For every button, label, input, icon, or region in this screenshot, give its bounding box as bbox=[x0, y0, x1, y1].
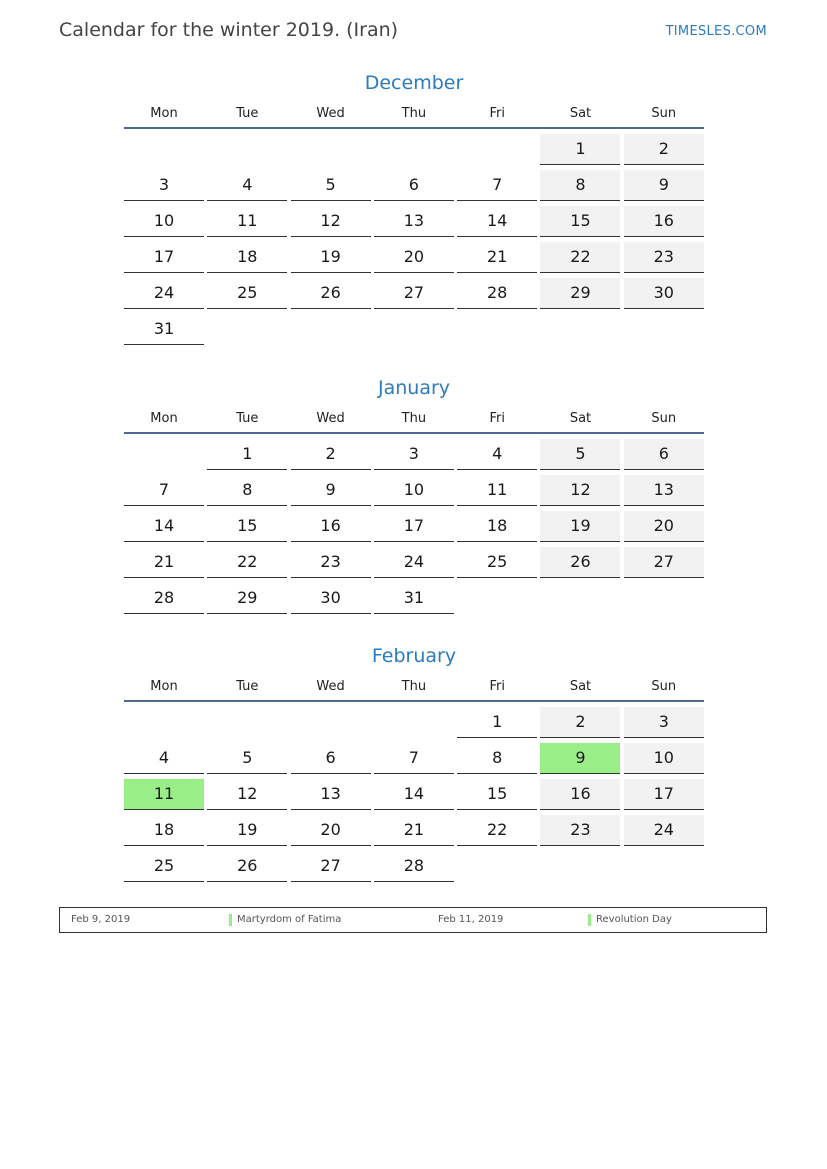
day-cell: 18 bbox=[457, 511, 537, 542]
day-cell: 23 bbox=[291, 547, 371, 578]
day-cell: 16 bbox=[540, 779, 620, 810]
empty-day-cell bbox=[374, 707, 454, 737]
day-cell: 19 bbox=[540, 511, 620, 542]
day-cell: 23 bbox=[624, 242, 704, 273]
day-cell: 5 bbox=[540, 439, 620, 470]
weekday-label: Sat bbox=[569, 679, 592, 694]
weekday-label: Sat bbox=[569, 106, 592, 121]
day-cell: 20 bbox=[374, 242, 454, 273]
week-row bbox=[124, 743, 704, 779]
day-cell: 1 bbox=[540, 134, 620, 165]
day-cell: 31 bbox=[374, 583, 454, 614]
holiday-legend bbox=[59, 907, 767, 933]
day-cell: 28 bbox=[457, 278, 537, 309]
day-cell: 13 bbox=[374, 206, 454, 237]
legend-color-marker bbox=[588, 914, 591, 926]
weekday-label: Thu bbox=[401, 411, 427, 426]
day-cell: 11 bbox=[457, 475, 537, 506]
month-december bbox=[124, 69, 704, 350]
day-cell: 9 bbox=[291, 475, 371, 506]
day-cell: 14 bbox=[457, 206, 537, 237]
day-cell: 24 bbox=[624, 815, 704, 846]
day-cell: 8 bbox=[540, 170, 620, 201]
day-cell: 19 bbox=[207, 815, 287, 846]
day-cell: 4 bbox=[457, 439, 537, 470]
empty-day-cell bbox=[207, 134, 287, 164]
day-cell: 17 bbox=[124, 242, 204, 273]
day-cell: 15 bbox=[457, 779, 537, 810]
weekday-label: Wed bbox=[316, 411, 345, 426]
day-cell: 6 bbox=[374, 170, 454, 201]
day-cell: 18 bbox=[207, 242, 287, 273]
empty-day-cell bbox=[540, 851, 620, 881]
month-title: December bbox=[364, 72, 464, 94]
day-cell: 1 bbox=[207, 439, 287, 470]
day-cell: 17 bbox=[624, 779, 704, 810]
day-cell: 25 bbox=[124, 851, 204, 882]
day-cell: 27 bbox=[624, 547, 704, 578]
day-cell: 7 bbox=[124, 475, 204, 506]
day-cell: 20 bbox=[291, 815, 371, 846]
weekday-label: Tue bbox=[236, 411, 259, 426]
week-row bbox=[124, 242, 704, 278]
weeks-grid bbox=[124, 134, 704, 350]
weekday-header bbox=[124, 674, 704, 702]
day-cell: 13 bbox=[624, 475, 704, 506]
week-row bbox=[124, 170, 704, 206]
weekday-label: Fri bbox=[489, 679, 505, 694]
empty-day-cell bbox=[291, 134, 371, 164]
empty-day-cell bbox=[624, 583, 704, 613]
day-cell: 21 bbox=[124, 547, 204, 578]
weekday-header bbox=[124, 101, 704, 129]
empty-day-cell bbox=[457, 134, 537, 164]
day-cell: 29 bbox=[540, 278, 620, 309]
weekday-label: Sun bbox=[651, 679, 677, 694]
day-cell: 29 bbox=[207, 583, 287, 614]
month-january bbox=[124, 374, 704, 619]
week-row bbox=[124, 511, 704, 547]
day-cell: 5 bbox=[291, 170, 371, 201]
day-cell: 21 bbox=[457, 242, 537, 273]
empty-day-cell bbox=[540, 583, 620, 613]
day-cell: 5 bbox=[207, 743, 287, 774]
day-cell: 17 bbox=[374, 511, 454, 542]
empty-day-cell bbox=[124, 439, 204, 469]
weekday-label: Fri bbox=[489, 106, 505, 121]
empty-day-cell bbox=[291, 707, 371, 737]
site-link[interactable]: TIMESLES.COM bbox=[665, 24, 767, 39]
day-cell: 19 bbox=[291, 242, 371, 273]
weekday-label: Sun bbox=[651, 106, 677, 121]
week-row bbox=[124, 851, 704, 887]
legend-holiday-name: Martyrdom of Fatima bbox=[237, 914, 342, 925]
day-cell: 9 bbox=[624, 170, 704, 201]
day-cell: 16 bbox=[624, 206, 704, 237]
day-cell: 27 bbox=[374, 278, 454, 309]
day-cell: 10 bbox=[124, 206, 204, 237]
day-cell: 3 bbox=[374, 439, 454, 470]
day-cell: 1 bbox=[457, 707, 537, 738]
day-cell: 8 bbox=[207, 475, 287, 506]
weekday-header bbox=[124, 406, 704, 434]
day-cell: 13 bbox=[291, 779, 371, 810]
day-cell: 28 bbox=[124, 583, 204, 614]
week-row bbox=[124, 278, 704, 314]
empty-day-cell bbox=[457, 583, 537, 613]
day-cell: 30 bbox=[624, 278, 704, 309]
day-cell: 22 bbox=[540, 242, 620, 273]
day-cell: 26 bbox=[207, 851, 287, 882]
empty-day-cell bbox=[457, 851, 537, 881]
day-cell: 11 bbox=[207, 206, 287, 237]
empty-day-cell bbox=[540, 314, 620, 344]
legend-holiday-name: Revolution Day bbox=[596, 914, 672, 925]
day-cell: 22 bbox=[457, 815, 537, 846]
empty-day-cell bbox=[624, 851, 704, 881]
day-cell: 22 bbox=[207, 547, 287, 578]
day-cell: 21 bbox=[374, 815, 454, 846]
week-row bbox=[124, 206, 704, 242]
week-row bbox=[124, 815, 704, 851]
weekday-label: Mon bbox=[150, 411, 178, 426]
day-cell: 12 bbox=[540, 475, 620, 506]
day-cell: 2 bbox=[291, 439, 371, 470]
week-row bbox=[124, 439, 704, 475]
day-cell: 12 bbox=[207, 779, 287, 810]
week-row bbox=[124, 583, 704, 619]
holiday-day-cell: 11 bbox=[124, 779, 204, 810]
legend-color-marker bbox=[229, 914, 232, 926]
weekday-label: Sun bbox=[651, 411, 677, 426]
empty-day-cell bbox=[207, 314, 287, 344]
empty-day-cell bbox=[457, 314, 537, 344]
day-cell: 26 bbox=[291, 278, 371, 309]
week-row bbox=[124, 475, 704, 511]
day-cell: 24 bbox=[124, 278, 204, 309]
day-cell: 8 bbox=[457, 743, 537, 774]
day-cell: 14 bbox=[124, 511, 204, 542]
day-cell: 3 bbox=[124, 170, 204, 201]
weekday-label: Wed bbox=[316, 679, 345, 694]
empty-day-cell bbox=[624, 314, 704, 344]
day-cell: 25 bbox=[207, 278, 287, 309]
month-february bbox=[124, 642, 704, 887]
week-row bbox=[124, 547, 704, 583]
empty-day-cell bbox=[374, 134, 454, 164]
week-row bbox=[124, 314, 704, 350]
day-cell: 16 bbox=[291, 511, 371, 542]
day-cell: 7 bbox=[457, 170, 537, 201]
day-cell: 23 bbox=[540, 815, 620, 846]
empty-day-cell bbox=[374, 314, 454, 344]
legend-date: Feb 11, 2019 bbox=[438, 914, 504, 925]
day-cell: 10 bbox=[374, 475, 454, 506]
day-cell: 4 bbox=[207, 170, 287, 201]
day-cell: 14 bbox=[374, 779, 454, 810]
day-cell: 4 bbox=[124, 743, 204, 774]
weeks-grid bbox=[124, 439, 704, 619]
day-cell: 10 bbox=[624, 743, 704, 774]
week-row bbox=[124, 779, 704, 815]
holiday-day-cell: 9 bbox=[540, 743, 620, 774]
day-cell: 25 bbox=[457, 547, 537, 578]
weekday-label: Sat bbox=[569, 411, 592, 426]
weekday-label: Thu bbox=[401, 106, 427, 121]
day-cell: 30 bbox=[291, 583, 371, 614]
month-title: February bbox=[371, 645, 457, 667]
day-cell: 31 bbox=[124, 314, 204, 345]
day-cell: 15 bbox=[207, 511, 287, 542]
empty-day-cell bbox=[207, 707, 287, 737]
day-cell: 6 bbox=[624, 439, 704, 470]
day-cell: 24 bbox=[374, 547, 454, 578]
legend-date: Feb 9, 2019 bbox=[71, 914, 131, 925]
day-cell: 26 bbox=[540, 547, 620, 578]
weekday-label: Wed bbox=[316, 106, 345, 121]
weekday-label: Mon bbox=[150, 106, 178, 121]
day-cell: 18 bbox=[124, 815, 204, 846]
weeks-grid bbox=[124, 707, 704, 887]
week-row bbox=[124, 134, 704, 170]
weekday-label: Mon bbox=[150, 679, 178, 694]
weekday-label: Tue bbox=[236, 679, 259, 694]
day-cell: 20 bbox=[624, 511, 704, 542]
day-cell: 2 bbox=[540, 707, 620, 738]
day-cell: 6 bbox=[291, 743, 371, 774]
weekday-label: Tue bbox=[236, 106, 259, 121]
day-cell: 27 bbox=[291, 851, 371, 882]
day-cell: 28 bbox=[374, 851, 454, 882]
empty-day-cell bbox=[291, 314, 371, 344]
day-cell: 15 bbox=[540, 206, 620, 237]
day-cell: 7 bbox=[374, 743, 454, 774]
month-title: January bbox=[377, 377, 451, 399]
page-title: Calendar for the winter 2019. (Iran) bbox=[59, 19, 399, 41]
weekday-label: Fri bbox=[489, 411, 505, 426]
empty-day-cell bbox=[124, 707, 204, 737]
weekday-label: Thu bbox=[401, 679, 427, 694]
empty-day-cell bbox=[124, 134, 204, 164]
week-row bbox=[124, 707, 704, 743]
day-cell: 12 bbox=[291, 206, 371, 237]
day-cell: 2 bbox=[624, 134, 704, 165]
day-cell: 3 bbox=[624, 707, 704, 738]
